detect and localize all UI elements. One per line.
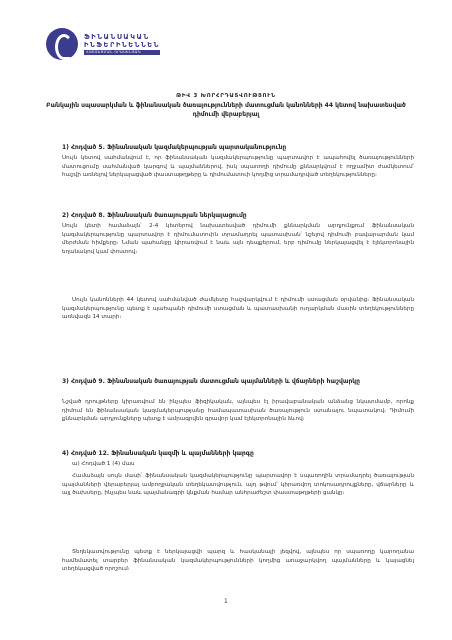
- logo-line-1: ՖԻՆԱՆՍԱԿԱՆ: [84, 33, 150, 41]
- section-2-heading: 2) Հոդված 8. Ֆինանսական ծառայության ներկայացումը: [62, 212, 247, 219]
- section-1-heading: 1) Հոդված 5. Ֆինանսական կազմակերպության պարտականությունը: [62, 144, 287, 151]
- logo-text: [84, 33, 160, 55]
- section-4-subheading: ա) Հոդված 1 (4) մաս: [72, 461, 135, 467]
- page-number: 1: [224, 598, 228, 605]
- logo-line-2: ԻՆՖԵՐԻՆԵՆՆԵՆ: [84, 41, 160, 49]
- organization-logo: [46, 28, 160, 60]
- section-1-text: Սույն կետով սահմանվում է, որ ֆինանսական կազմակերպությունը պարտավոր է ապահովել ծառայությունների մատուցումը սահմանված կարգով և պայմաններով, իսկ սպառողի դիմումը քննարկվում է ողջամիտ ժամկետում՝ հաշվի առնելով ներկայացված փաստաթղթերը և դիմումատուի կողմից տրամադրված տեղեկությունները։: [62, 155, 414, 179]
- section-4-text-continued: Տեղեկատվությունը պետք է ներկայացվի պարզ և հասկանալի լեզվով, այնպես որ սպառողը կարողանա համեմատել տարբեր ֆինանսական կազմակերպությունների կողմից առաջարկվող պայմանները և կայացնել տեղեկացված որոշում։: [62, 549, 414, 573]
- section-3-text: Նշված դրույթները կիրառվում են ինչպես ֆիզիկական, այնպես էլ իրավաբանական անձանց նկատմամբ, որոնք դիմում են ֆինանսական կազմակերպությանը համապատասխան ծառայություն ստանալու նպատակով։ Դիմումի քննարկման արդյունքները պետք է ամրագրվեն գրավոր կամ էլեկտրոնային ձևով։: [62, 399, 414, 423]
- section-4-heading: 4) Հոդված 12. Ֆինանսական կազմի և պայմանների կարգը: [62, 450, 254, 457]
- logo-subline: ՀԱՇՏԵՑՄԱՆ ԳՐԱՍԵՆՅԱԿ: [84, 50, 160, 55]
- section-2-text-continued: Սույն կանոնների 44 կետով սահմանված ժամկետը հաշվարկվում է դիմումի ստացման օրվանից։ Ֆինանսական կազմակերպությունը պետք է պահպանի դիմումի ստացման և պատասխանի ուղարկման մասին տեղեկությունները առնվազն 14 տարի։: [62, 297, 414, 321]
- document-title: Բանկային սպասարկման և ֆինանսական ծառայությունների մատուցման կանոնների 44 կետով նախատեսված դիմումի վերաբերյալ: [46, 102, 406, 118]
- section-2-text: Սույն կետի համաձայն՝ 2-4 կետերով նախատեսված դիմումի քննարկման արդյունքում ֆինանսական կազմակերպությունը պարտավոր է դիմումատուին տրամադրել պատասխան՝ նշելով դիմումի բավարարման կամ մերժման հիմքերը։ Նման պահանջը կիրառվում է նաև այն դեպքերում, երբ դիմումը ներկայացվել է էլեկտրոնային եղանակով կամ փոստով։: [62, 223, 414, 256]
- logo-emblem-icon: [46, 28, 78, 60]
- section-4-text: Համաձայն սույն մասի՝ ֆինանսական կազմակերպությունը պարտավոր է սպառողին տրամադրել ծառայության պայմանների վերաբերյալ ամբողջական տեղեկատվություն, այդ թվում՝ կիրառվող տոկոսադրույքները, վճարները և այլ ծախսերը, ինչպես նաև պայմանագրի կնքման համար անհրաժեշտ փաստաթղթերի ցանկը։: [62, 473, 414, 497]
- section-3-heading: 3) Հոդված 9. Ֆինանսական ծառայության մատուցման պայմանների և վճարների հաշվարկը: [62, 378, 361, 385]
- document-number: ԹԻՎ 3 ԽՈՐՀՐԴԱՏՎՈՒԹՅՈՒՆ: [176, 93, 276, 99]
